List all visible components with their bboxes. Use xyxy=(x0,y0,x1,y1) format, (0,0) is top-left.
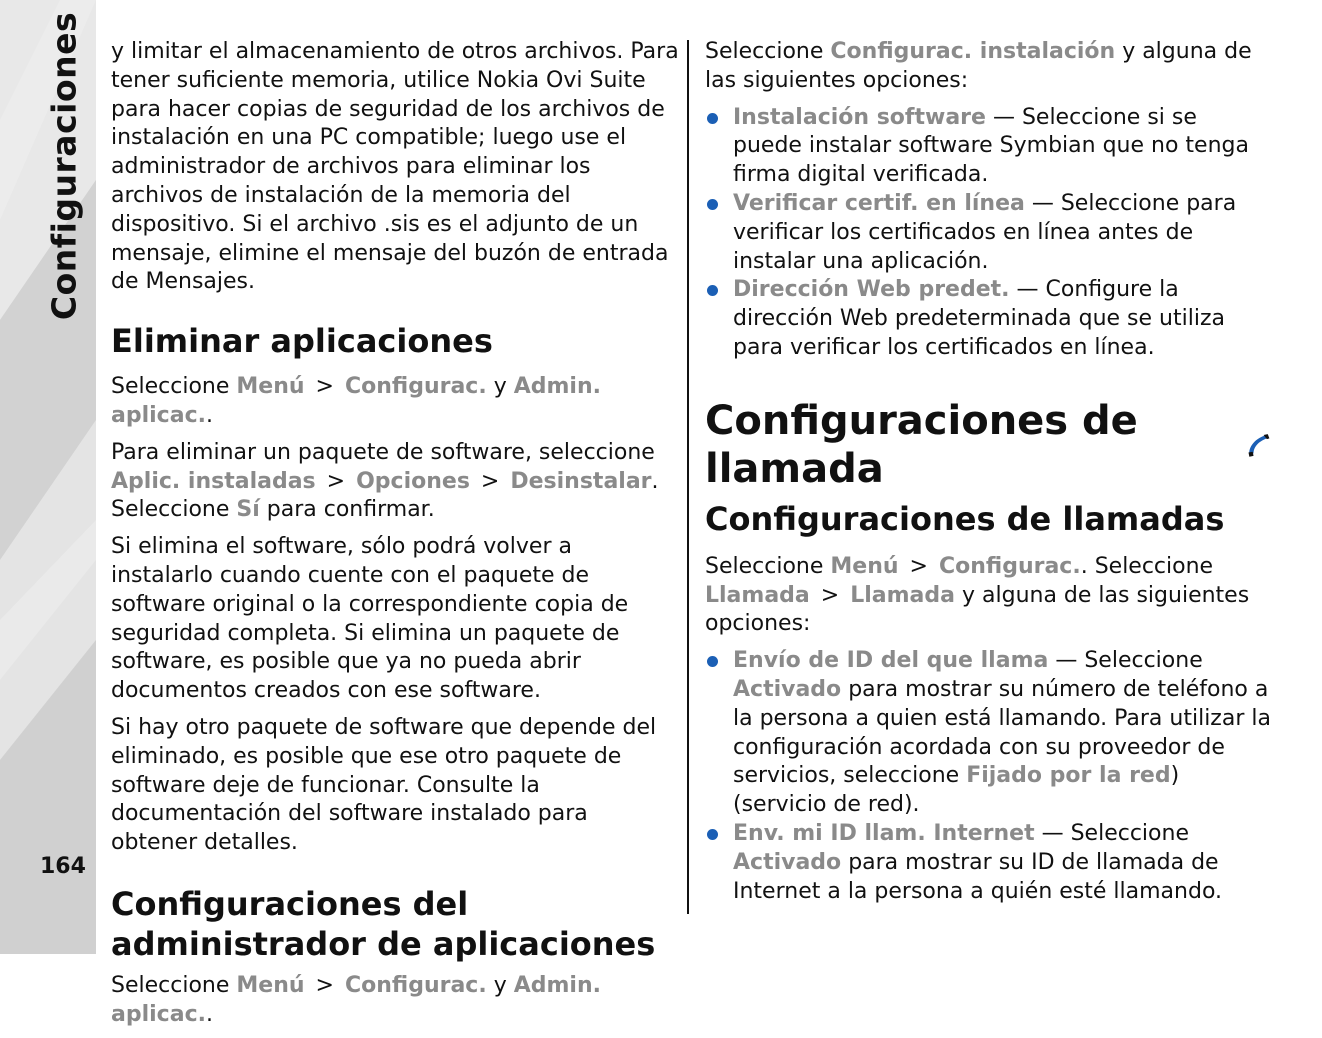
paragraph: Si hay otro paquete de software que depende del eliminado, es posible que ese otro paquete de software deje de funcionar. Consulte la documentación del software instalado para obtener detalles. xyxy=(111,714,657,856)
right-column xyxy=(705,38,1271,906)
text: Seleccione xyxy=(705,39,824,64)
si-link: Sí xyxy=(236,497,260,523)
list-item xyxy=(705,820,1271,906)
text: . xyxy=(651,468,659,494)
bullet-icon xyxy=(707,199,718,210)
llamada-link: Llamada xyxy=(850,582,955,608)
activado-link: Activado xyxy=(733,849,842,875)
bullet-icon xyxy=(707,829,718,840)
configurac-instalacion-link: Configurac. instalación xyxy=(830,39,1116,64)
menu-link: Menú xyxy=(236,972,305,998)
separator: > xyxy=(820,582,840,608)
sidebar xyxy=(0,0,96,954)
separator: > xyxy=(909,553,928,579)
activado-link: Activado xyxy=(733,676,842,702)
option-term: Instalación software xyxy=(733,104,986,130)
paragraph-menu-path xyxy=(111,373,679,431)
text: . Seleccione xyxy=(1080,553,1214,579)
separator: > xyxy=(315,374,334,400)
paragraph-uninstall xyxy=(111,439,679,525)
text: — Seleccione xyxy=(1055,648,1203,674)
separator: > xyxy=(480,468,500,494)
left-column xyxy=(111,38,679,1038)
text: para mostrar su ID de llamada de Internet a la persona a quién esté llamando. xyxy=(733,849,1223,904)
options-list-install xyxy=(705,104,1271,363)
option-term: Envío de ID del que llama xyxy=(733,648,1049,674)
heading-eliminar-aplicaciones: Eliminar aplicaciones xyxy=(111,322,493,361)
text: y alguna de las siguientes opciones: xyxy=(705,582,1250,637)
separator: > xyxy=(326,468,346,494)
text: Seleccione xyxy=(111,374,230,400)
text: para confirmar. xyxy=(266,497,435,523)
list-item xyxy=(705,647,1271,820)
option-term: Env. mi ID llam. Internet xyxy=(733,820,1035,846)
text: — Seleccione xyxy=(1041,820,1189,846)
fijado-por-la-red-link: Fijado por la red xyxy=(966,763,1171,789)
list-item xyxy=(705,276,1271,362)
heading-config-administrador: Configuraciones del administrador de aplicaciones xyxy=(111,884,656,963)
llamada-link: Llamada xyxy=(705,582,810,608)
text: y xyxy=(493,374,507,400)
configurac-link: Configurac. xyxy=(344,972,487,998)
page-number: 164 xyxy=(40,854,86,879)
option-term: Verificar certif. en línea xyxy=(733,190,1025,216)
bullet-icon xyxy=(707,285,718,296)
menu-link: Menú xyxy=(236,374,305,400)
heading-configuraciones-de-llamada xyxy=(705,397,1271,493)
paragraph-install-config xyxy=(705,38,1271,96)
paragraph: Si elimina el software, sólo podrá volver a instalarlo cuando cuente con el paquete de software original o la correspondiente copia de seguridad completa. Si elimina un paquete de software, es posible que ya no pueda abrir documentos creados con ese software. xyxy=(111,534,629,704)
text: Seleccione xyxy=(111,972,230,998)
option-desc: — Configure la dirección Web predeterminada que se utiliza para verificar los certificados en línea. xyxy=(733,277,1225,360)
text: y alguna de las siguientes opciones: xyxy=(705,39,1252,93)
desinstalar-link: Desinstalar xyxy=(510,468,652,494)
paragraph-menu-path xyxy=(111,972,679,1030)
option-desc: — Seleccione si se puede instalar software Symbian que no tenga firma digital verificada. xyxy=(733,104,1249,188)
aplic-instaladas-link: Aplic. instaladas xyxy=(111,468,316,494)
configurac-link: Configurac. xyxy=(344,374,487,400)
opciones-link: Opciones xyxy=(356,468,470,494)
text: ) (servicio de red). xyxy=(733,763,1180,818)
options-list-call xyxy=(705,647,1271,906)
text: y xyxy=(493,972,507,998)
heading-configuraciones-de-llamadas: Configuraciones de llamadas xyxy=(705,499,1225,538)
paragraph: y limitar el almacenamiento de otros archivos. Para tener suficiente memoria, utilice Nokia Ovi Suite para hacer copias de seguridad de los archivos de instalación en una PC compatible; luego use el administrador de archivos para eliminar los archivos de instalación de la memoria del dispositivo. Si el archivo .sis es el adjunto de un mensaje, elimine el mensaje del buzón de entrada de Mensajes. xyxy=(111,39,679,295)
text: . xyxy=(205,1001,213,1027)
text: para mostrar su número de teléfono a la persona a quien está llamando. Para utilizar la configuración acordada con su proveedor de servicios, seleccione xyxy=(733,676,1271,789)
configurac-link: Configurac. xyxy=(938,553,1081,579)
option-desc: — Seleccione para verificar los certificados en línea antes de instalar una aplicación. xyxy=(733,190,1237,274)
text: . xyxy=(205,402,213,428)
text: Para eliminar un paquete de software, seleccione xyxy=(111,439,655,465)
separator: > xyxy=(315,972,334,998)
bullet-icon xyxy=(707,113,718,124)
heading-text: Configuraciones de llamada xyxy=(705,397,1138,492)
bullet-icon xyxy=(707,656,718,667)
admin-aplicac-link: Admin. aplicac. xyxy=(111,972,601,1027)
list-item xyxy=(705,104,1271,190)
menu-link: Menú xyxy=(830,553,899,579)
list-item xyxy=(705,190,1271,276)
phone-handset-icon xyxy=(1246,430,1271,460)
text: Seleccione xyxy=(705,553,824,579)
column-divider xyxy=(687,40,689,914)
text: Seleccione xyxy=(111,497,230,523)
section-title-vertical: Configuraciones xyxy=(44,11,84,321)
option-term: Dirección Web predet. xyxy=(733,277,1010,303)
paragraph-call-config xyxy=(705,553,1271,639)
admin-aplicac-link: Admin. aplicac. xyxy=(111,374,601,428)
